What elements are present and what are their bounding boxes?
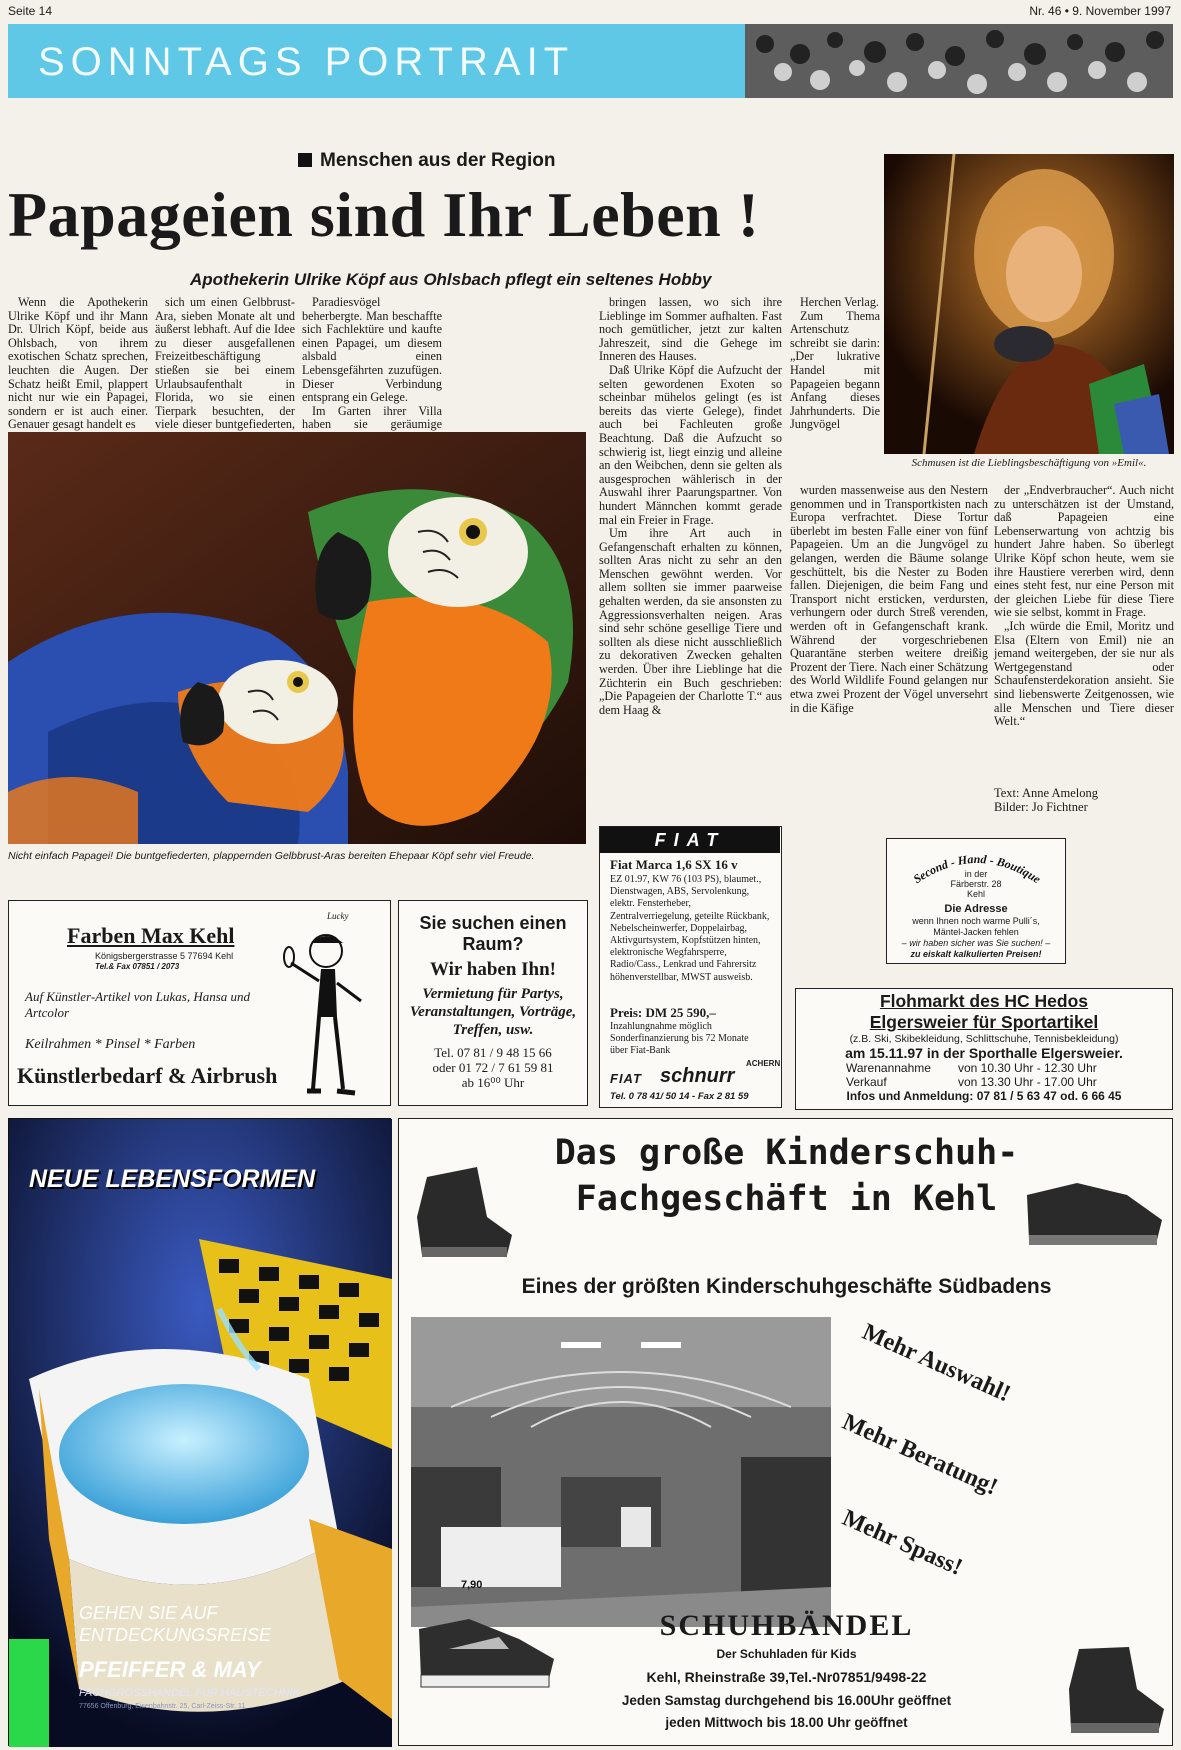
portrait-caption: Schmusen ist die Lieblingsbeschäftigung von »Emil«. bbox=[911, 457, 1147, 469]
col4-para-3: Um ihre Art auch in Gefangenschaft erhalten zu können, sollten Aras nicht zu sehr an den Menschen gewöhnt werden. Vor allem sollten sie immer paarweise gehalten werden, da sie ansonsten zu Aggressionsverhalten neigen. Aras sind sehr schöne gesellige Tiere und sollten als diese nicht ausschließlich zu dekorativen Zwecken gehalten werden. Über ihre Lieblinge hat die Züchterin ein Buch geschrieben: „Die Papageien der Charlotte T.“ aus dem Haag & bbox=[599, 526, 782, 717]
intake-label: Warenannahme bbox=[846, 1061, 931, 1075]
schuh-shop-sub: Der Schuhladen für Kids bbox=[716, 1647, 857, 1661]
fiat-logo: FIAT bbox=[600, 827, 780, 853]
flohmarkt-sale bbox=[796, 1075, 1172, 1089]
col2-text: sich um einen Gelbbrust-Ara, sieben Monate alt und äußerst lebhaft. Auf die Idee zu dieser ausgefallenen Freizeitbeschäftigung stießen sie bei einem Urlaubsaufenthalt in Florida, wo sie einen Tierpark besuchten, der viele dieser buntgefiederten, bbox=[155, 295, 295, 432]
store-interior-photo bbox=[411, 1317, 831, 1627]
ad-flohmarkt bbox=[795, 988, 1173, 1110]
text-col-6 bbox=[994, 484, 1174, 774]
text-col-1 bbox=[8, 296, 148, 430]
boot-photo-icon bbox=[407, 1157, 517, 1267]
fiat-dealer-name: schnurr bbox=[660, 1065, 735, 1087]
schuh-hours-2: jeden Mittwoch bis 18.00 Uhr geöffnet bbox=[665, 1715, 908, 1730]
flohmarkt-title-2: Elgersweier für Sportartikel bbox=[869, 1012, 1099, 1032]
section-title: SONNTAGS PORTRAIT bbox=[38, 40, 575, 84]
schuh-slogan-3: Mehr Spass! bbox=[838, 1505, 967, 1581]
pfeiffer-brand: PFEIFFER & MAY bbox=[79, 1657, 261, 1682]
article-subheadline: Apothekerin Ulrike Köpf aus Ohlsbach pflegt ein seltenes Hobby bbox=[190, 270, 712, 289]
schuh-headline-1: Das große Kinderschuh- bbox=[554, 1133, 1019, 1173]
fiat-price: Preis: DM 25 590,– bbox=[610, 1005, 716, 1020]
schuh-sub: Eines der größten Kinderschuhgeschäfte Südbadens bbox=[521, 1275, 1052, 1298]
ad-farben-max-kehl bbox=[8, 900, 391, 1106]
flohmarkt-title-1: Flohmarkt des HC Hedos bbox=[879, 991, 1089, 1011]
farben-phone: Tel.& Fax 07851 / 2073 bbox=[95, 962, 180, 971]
shoe-photo-icon bbox=[1017, 1165, 1167, 1255]
schuh-shop-name: SCHUHBÄNDEL bbox=[659, 1609, 914, 1642]
raum-hours: ab 16⁰⁰ Uhr bbox=[461, 1075, 525, 1090]
boutique-text-2: Mäntel-Jacken fehlen bbox=[933, 927, 1019, 937]
col4-para-1: bringen lassen, wo sich ihre Lieblinge im Sommer aufhalten. Fast noch gemütlicher, jetzt zur kalten Jahreszeit, sind die Gehege im Inneren des Hauses. bbox=[599, 295, 782, 364]
ad-second-hand-boutique bbox=[886, 838, 1066, 964]
boutique-text-1: wenn Ihnen noch warme Pulli´s, bbox=[912, 916, 1040, 926]
store-price-tag: 7,90 bbox=[461, 1579, 483, 1591]
fiat-model: Fiat Marca 1,6 SX 16 v bbox=[610, 857, 738, 872]
schuh-hours-1: Jeden Samstag durchgehend bis 16.00Uhr geöffnet bbox=[621, 1693, 952, 1708]
farben-name: Farben Max Kehl bbox=[67, 923, 235, 948]
flohmarkt-info: Infos und Anmeldung: 07 81 / 5 63 47 od. 6 66 45 bbox=[846, 1089, 1122, 1103]
col1-text: Wenn die Apothekerin Ulrike Köpf und ihr Mann Dr. Ulrich Köpf, beide aus Ohlsbach, von ihrem exotischen Schatz sprechen, leuchten die Augen. Der Schatz heißt Emil, plappert nicht nur wie ein Papagei, sondern er ist auch einer. Genauer gesagt handelt es bbox=[8, 295, 148, 432]
pfeiffer-headline: NEUE LEBENSFORMEN bbox=[29, 1165, 316, 1193]
schuh-slogan-1: Mehr Auswahl! bbox=[858, 1319, 1015, 1408]
boutique-text-4: zu eiskalt kalkulierten Preisen! bbox=[910, 949, 1042, 959]
pfeiffer-sub: FACHGROSSHANDEL FÜR HAUSTECHNIK bbox=[79, 1687, 300, 1699]
boutique-arc-text: Second - Hand - Boutique bbox=[910, 851, 1044, 887]
raum-services: Vermietung für Partys, Veranstaltungen, Vorträge, Treffen, usw. bbox=[409, 986, 577, 1038]
fiat-terms: Inzahlungnahme möglich Sonderfinanzierung bis 72 Monate über Fiat-Bank bbox=[610, 1021, 749, 1056]
col5-para-2: Zum Thema Artenschutz schreibt sie darin: „Der lukrative Handel mit Papageien begann Anfang dieses Jahrhunderts. Die Jungvögel bbox=[790, 308, 880, 432]
text-col-4 bbox=[599, 296, 782, 816]
parrots-caption: Nicht einfach Papagei! Die buntgefiederten, plappernden Gelbbrust-Aras bereiten Ehepaar Köpf sehr viel Freude. bbox=[8, 850, 535, 862]
boutique-text-3: – wir haben sicher was Sie suchen! – bbox=[901, 938, 1051, 948]
col3-para-2: Im Garten ihrer Villa haben sie geräumige bbox=[302, 403, 442, 432]
schuh-address: Kehl, Rheinstraße 39,Tel.-Nr07851/9498-22 bbox=[646, 1669, 927, 1685]
painter-cartoon-icon bbox=[281, 921, 381, 1105]
boutique-in-der: in der bbox=[964, 869, 988, 879]
kicker-square-icon bbox=[298, 153, 312, 167]
fiat-dealer-brand: FIAT bbox=[610, 1071, 642, 1086]
col6-para-2: „Ich würde die Emil, Moritz und Elsa (Eltern von Emil) nie an jemand weitergeben, der sie nur als Wertgegenstand oder Schaufensterdekoration ansieht. Sie sind liebenswerte Zeitgenossen, wie alle Menschen und Tiere dieser Welt.“ bbox=[994, 618, 1174, 729]
col3-para-1: Paradiesvögel beherbergte. Man beschaffte sich Fachlektüre und kaufte einen Papagei, um diesem alsbald einen Lebensgefährten zuzufügen. Dieser Verbindung entsprang ein Gelege. bbox=[302, 295, 442, 405]
flohmarkt-intake bbox=[796, 1061, 1172, 1075]
sale-label: Verkauf bbox=[846, 1075, 887, 1089]
boutique-town: Kehl bbox=[966, 889, 985, 899]
text-col-5 bbox=[790, 484, 988, 820]
text-col-2 bbox=[155, 296, 295, 430]
credit-text: Text: Anne Amelong bbox=[994, 786, 1098, 800]
parrots-photo bbox=[8, 432, 586, 844]
col4-para-2: Daß Ulrike Köpf die Aufzucht der selten gewordenen Exoten so scheinbar mühelos gelingt (es ist bereits das vierte Gelege), findet auch bei Fachleuten große Beachtung. Daß die Aufzucht so schwierig ist, liegt einzig und alleine an den Weibchen, denn sie gelten als ausgesprochen wählerisch in der Auswahl ihrer Paarungspartner. Von hundert Männchen kommt gerade mal ein Freier in Frage. bbox=[599, 362, 782, 527]
issue-date: Nr. 46 • 9. November 1997 bbox=[1029, 4, 1171, 18]
boutique-headline: Die Adresse bbox=[944, 903, 1008, 915]
farben-address: Königsbergerstrasse 5 77694 Kehl bbox=[95, 951, 234, 961]
col6-para-1: der „Endverbraucher“. Auch nicht zu unterschätzen ist der Umstand, daß Papageien eine Lebenserwartung von achtzig bis hundert Jahre haben. So überlegt Ulrike Köpf schon heute, wem sie ihre Haustiere vererben wird, denn eines steht fest, nur eine Person mit der gleichen Liebe für diese Tiere wie sie selbst, kommt in Frage. bbox=[994, 483, 1174, 620]
fiat-dealer-town: ACHERN bbox=[746, 1059, 781, 1068]
raum-tel-1: Tel. 07 81 / 9 48 15 66 bbox=[434, 1045, 552, 1060]
flohmarkt-examples: (z.B. Ski, Skibekleidung, Schlittschuhe, Tennisbekleidung) bbox=[849, 1033, 1119, 1045]
pfeiffer-address: 77656 Offenburg, Eisenbahnstr. 25, Carl-Zeiss-Str. 11 bbox=[79, 1703, 246, 1710]
ad-pfeiffer-may bbox=[8, 1118, 391, 1746]
sale-time: von 13.30 Uhr - 17.00 Uhr bbox=[958, 1075, 1097, 1089]
credit-photos: Bilder: Jo Fichtner bbox=[994, 800, 1088, 814]
raum-answer: Wir haben Ihn! bbox=[429, 959, 556, 980]
pfeiffer-tagline-2: ENTDECKUNGSREISE bbox=[79, 1625, 272, 1645]
farben-footer: Künstlerbedarf & Airbrush bbox=[17, 1063, 278, 1088]
ad-fiat bbox=[599, 826, 782, 1108]
fiat-details: EZ 01.97, KW 76 (103 PS), blaumet., Dienstwagen, ABS, Servolenkung, elektr. Fensterheber, Zentralverriegelung, geteilte Rückbank, Nebelscheinwerfer, Doppelairbag, Aktivgurtsystem, Kopfstützen hinten, elektronische Wegfahrsperre, Radio/Cass., Lenkrad und Fahrersitz höhenverstellbar, MWST ausweisb. bbox=[610, 874, 770, 983]
ad-raum bbox=[398, 900, 588, 1106]
col5-para-1: Herchen Verlag. bbox=[800, 295, 879, 309]
farben-supplies-line: Keilrahmen * Pinsel * Farben bbox=[25, 1037, 196, 1052]
flohmarkt-date: am 15.11.97 in der Sporthalle Elgersweier. bbox=[845, 1045, 1123, 1061]
section-banner bbox=[8, 24, 745, 98]
farben-artists-line: Auf Künstler-Artikel von Lukas, Hansa und Artcolor bbox=[25, 989, 251, 1020]
fiat-dealer-phone: Tel. 0 78 41/ 50 14 - Fax 2 81 59 bbox=[610, 1091, 749, 1102]
boutique-street: Färberstr. 28 bbox=[950, 879, 1002, 889]
article-credits bbox=[994, 786, 1174, 814]
crowd-photo bbox=[745, 24, 1173, 98]
schuh-slogan-2: Mehr Beratung! bbox=[838, 1409, 1002, 1501]
schuh-headline-2: Fachgeschäft in Kehl bbox=[575, 1179, 998, 1219]
article-kicker bbox=[298, 150, 555, 172]
page-number: Seite 14 bbox=[8, 4, 53, 18]
raum-question-1: Sie suchen einen bbox=[419, 913, 567, 933]
text-col-3 bbox=[302, 296, 442, 430]
farben-signature: Lucky bbox=[327, 911, 349, 921]
portrait-photo bbox=[884, 154, 1174, 454]
pfeiffer-tagline-1: GEHEN SIE AUF bbox=[79, 1603, 218, 1623]
raum-question-2: Raum? bbox=[462, 934, 524, 954]
intake-time: von 10.30 Uhr - 12.30 Uhr bbox=[958, 1061, 1097, 1075]
col5-para-3: wurden massenweise aus den Nestern genommen und in Transportkisten nach Europa verfrachtet. Diese Tortur überlebt im besten Falle einer von fünf Papageien. Um an die Jungvögel zu gelangen, werden die Bäume solange geschüttelt, bis die Nester zu Boden fallen. Diejenigen, die beim Fang und Transport nicht ersticken, verdursten, verhungern oder durch Streß verenden, werden oft in Gefangenschaft krank. Während der vorgeschriebenen Quarantäne sterben weitere dreißig Prozent der Tiere. Nach einer Schätzung des World Wildlife Found gelangen nur etwa zwei Prozent der Vögel unversehrt in die Käfige bbox=[790, 483, 988, 715]
text-col-5-top bbox=[790, 296, 880, 482]
ad-schuhbaendel bbox=[398, 1118, 1173, 1746]
article-headline: Papageien sind Ihr Leben ! bbox=[8, 179, 760, 250]
raum-tel-2: oder 01 72 / 7 61 59 81 bbox=[432, 1060, 554, 1075]
kicker-text: Menschen aus der Region bbox=[320, 150, 556, 171]
